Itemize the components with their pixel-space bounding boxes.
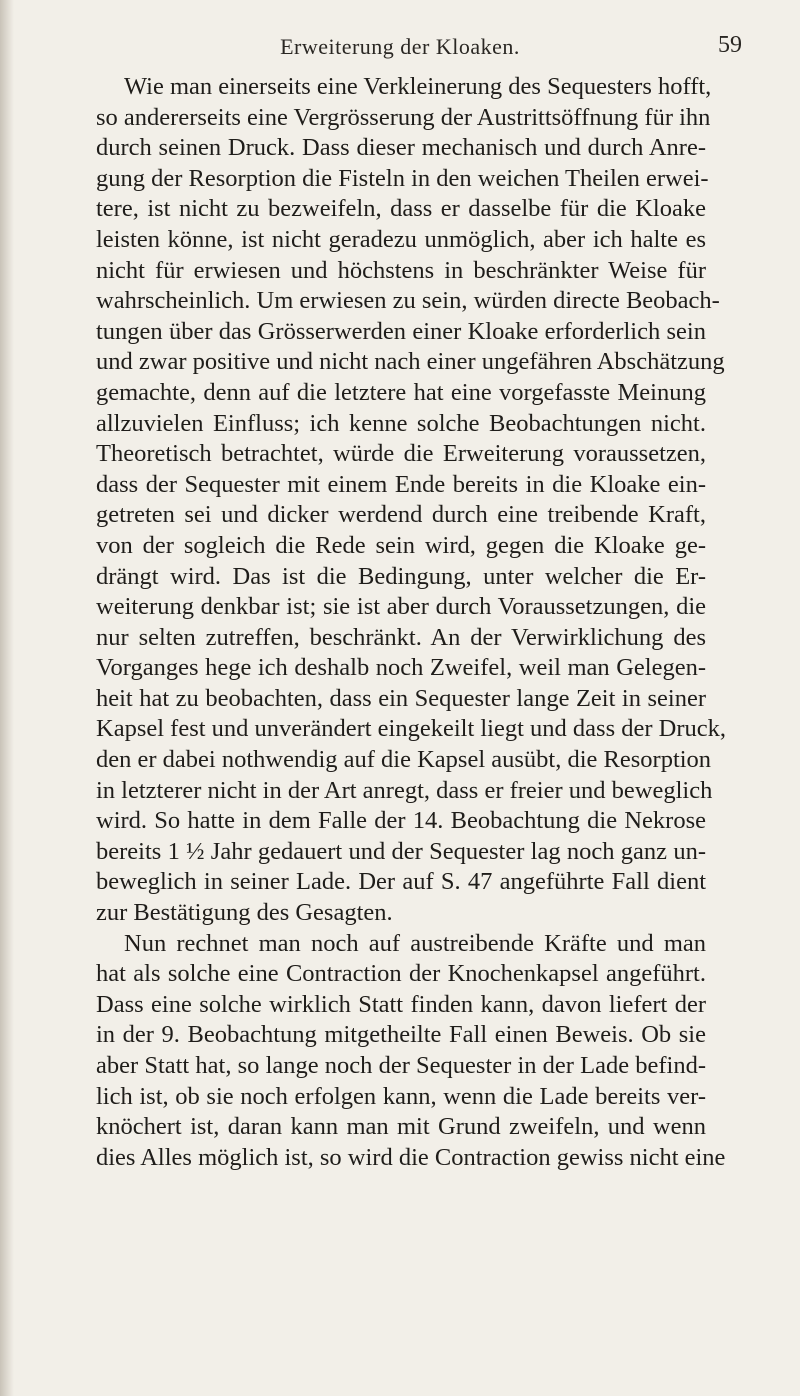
- text-line: weiterung denkbar ist; sie ist aber durch Voraussetzungen, die: [96, 593, 706, 621]
- text-line: bereits 1 ½ Jahr gedauert und der Sequester lag noch ganz un-: [96, 837, 706, 865]
- text-line: tungen über das Grösserwerden einer Kloake erforderlich sein: [96, 317, 706, 345]
- body-text: [96, 72, 727, 1173]
- text-line: Theoretisch betrachtet, würde die Erweiterung voraussetzen,: [96, 440, 706, 468]
- text-line: dies Alles möglich ist, so wird die Contraction gewiss nicht eine: [96, 1143, 726, 1171]
- text-line: gung der Resorption die Fisteln in den weichen Theilen erwei-: [96, 164, 709, 192]
- text-line: heit hat zu beobachten, dass ein Sequester lange Zeit in seiner: [96, 684, 706, 712]
- text-line: allzuvielen Einfluss; ich kenne solche Beobachtungen nicht.: [96, 409, 706, 437]
- text-line: Kapsel fest und unverändert eingekeilt liegt und dass der Druck,: [96, 715, 727, 743]
- text-line: und zwar positive und nicht nach einer ungefähren Abschätzung: [96, 348, 725, 376]
- text-line: wahrscheinlich. Um erwiesen zu sein, würden directe Beobach-: [96, 287, 720, 315]
- text-line: Nun rechnet man noch auf austreibende Kräfte und man: [124, 929, 706, 957]
- page-number: 59: [718, 32, 742, 58]
- text-line: dass der Sequester mit einem Ende bereits in die Kloake ein-: [96, 470, 706, 498]
- text-line: aber Statt hat, so lange noch der Sequester in der Lade befind-: [96, 1052, 706, 1079]
- text-line: nicht für erwiesen und höchstens in beschränkter Weise für: [96, 256, 706, 284]
- text-line: in letzterer nicht in der Art anregt, dass er freier und beweglich: [96, 776, 713, 804]
- text-line: lich ist, ob sie noch erfolgen kann, wenn die Lade bereits ver-: [96, 1082, 706, 1110]
- text-line: in der 9. Beobachtung mitgetheilte Fall einen Beweis. Ob sie: [96, 1021, 706, 1049]
- text-line: gemachte, denn auf die letztere hat eine vorgefasste Meinung: [96, 378, 706, 406]
- text-line: von der sogleich die Rede sein wird, gegen die Kloake ge-: [96, 531, 706, 559]
- text-line: Dass eine solche wirklich Statt finden kann, davon liefert der: [96, 990, 706, 1018]
- text-line: durch seinen Druck. Dass dieser mechanisch und durch Anre-: [96, 134, 706, 162]
- text-line: Vorganges hege ich deshalb noch Zweifel, weil man Gelegen-: [96, 654, 706, 682]
- text-line: beweglich in seiner Lade. Der auf S. 47 angeführte Fall dient: [96, 868, 706, 896]
- text-line: tere, ist nicht zu bezweifeln, dass er dasselbe für die Kloake: [96, 195, 706, 223]
- text-line: leisten könne, ist nicht geradezu unmöglich, aber ich halte es: [96, 225, 706, 253]
- page-gutter-shadow: [0, 0, 14, 1396]
- running-header: [0, 26, 800, 60]
- text-line: getreten sei und dicker werdend durch eine treibende Kraft,: [96, 501, 706, 529]
- text-line: knöchert ist, daran kann man mit Grund zweifeln, und wenn: [96, 1113, 706, 1141]
- text-line: Wie man einerseits eine Verkleinerung des Sequesters hofft,: [124, 73, 712, 100]
- running-title: Erweiterung der Kloaken.: [280, 34, 520, 59]
- text-line: zur Bestätigung des Gesagten.: [96, 899, 393, 927]
- text-line: hat als solche eine Contraction der Knochenkapsel angeführt.: [96, 960, 706, 988]
- text-line: so andererseits eine Vergrösserung der Austrittsöffnung für ihn: [96, 103, 711, 131]
- text-line: drängt wird. Das ist die Bedingung, unter welcher die Er-: [96, 562, 706, 590]
- text-line: nur selten zutreffen, beschränkt. An der Verwirklichung des: [96, 623, 706, 651]
- text-line: den er dabei nothwendig auf die Kapsel ausübt, die Resorption: [96, 746, 712, 774]
- text-line: wird. So hatte in dem Falle der 14. Beobachtung die Nekrose: [96, 807, 706, 835]
